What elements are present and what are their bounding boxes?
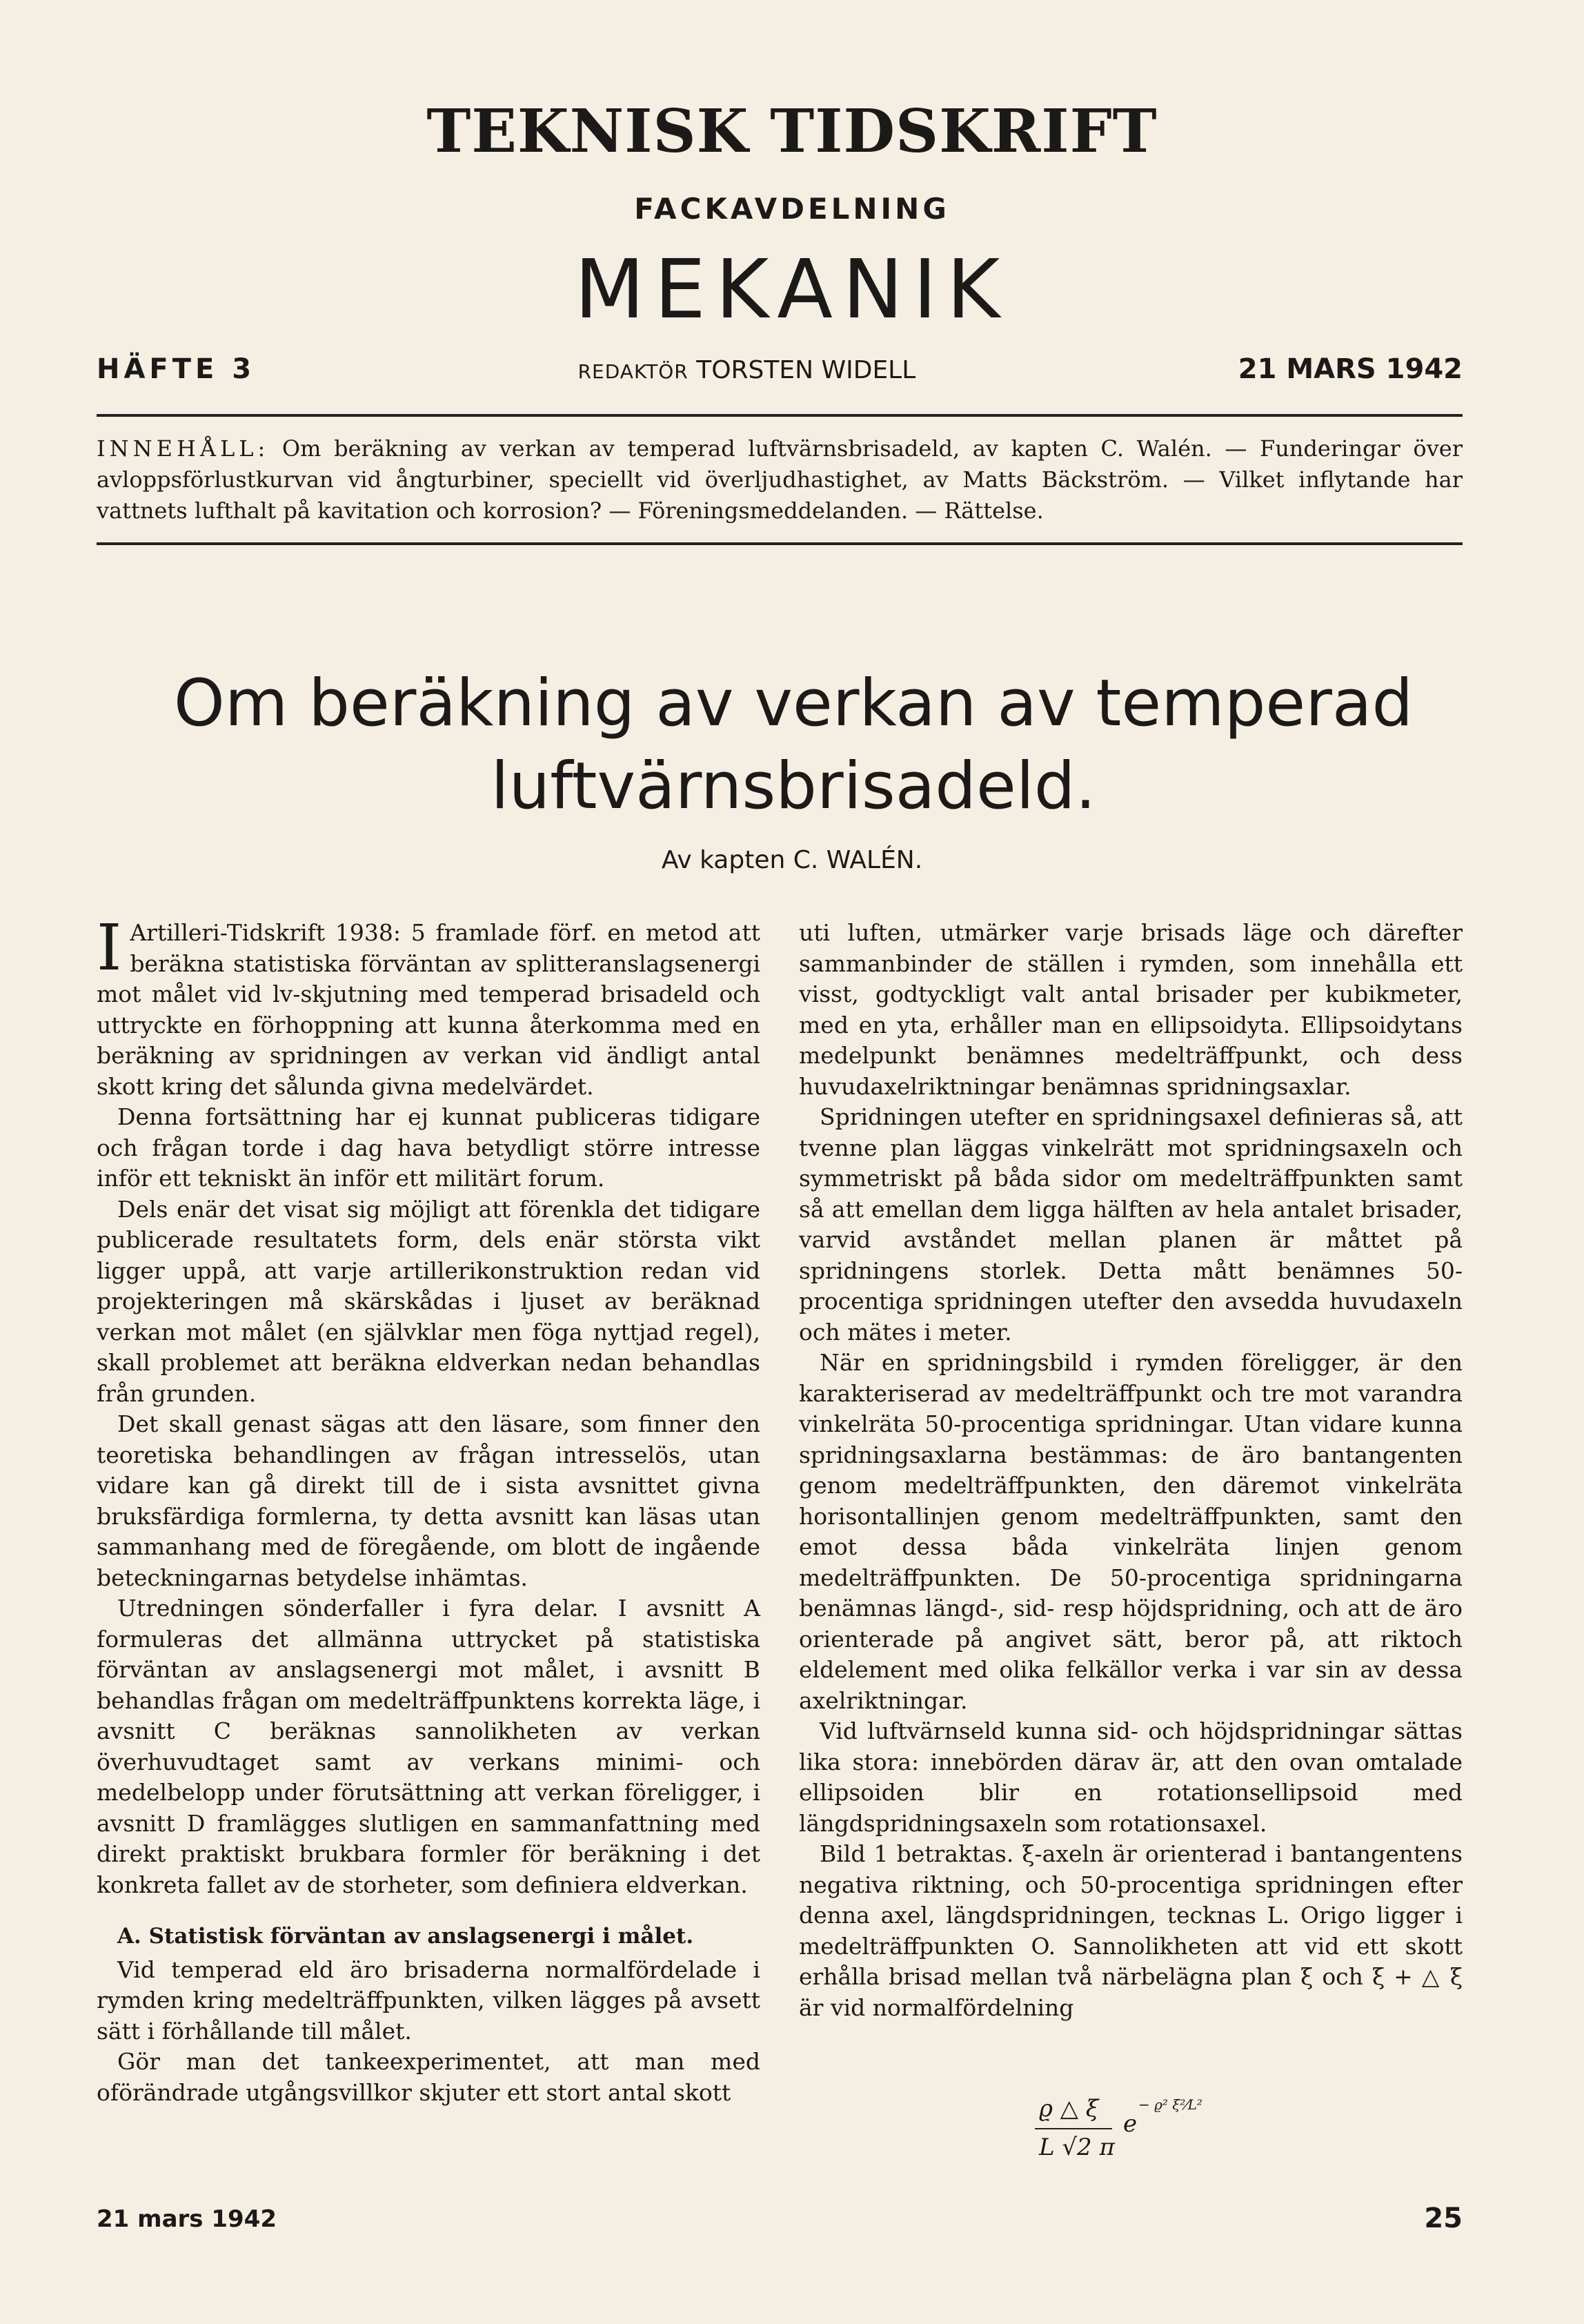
article-title: Om beräkning av verkan av temperad luftvärnsbrisadeld. — [173, 666, 1414, 824]
formula-exponential-base: e — [1123, 2110, 1138, 2138]
contents-label: INNEHÅLL: — [97, 435, 270, 462]
right-column — [799, 918, 1463, 2023]
paragraph — [97, 911, 760, 1102]
paragraph: Vid luftvärnseld kunna sid- och höjdspridningar sättas lika stora: innebörden därav är, att den ovan omtalade ellipsoiden blir en rotationsellipsoid med längdspridningsaxeln som rotationsaxel. — [799, 1717, 1463, 1837]
formula-exponent: − ϱ² ξ²⁄L² — [1138, 2096, 1202, 2113]
left-column — [97, 911, 760, 2108]
issue-row — [97, 353, 1463, 395]
page-number: 25 — [1424, 2203, 1463, 2234]
paragraph: Denna fortsättning har ej kunnat publiceras tidigare och frågan torde i dag hava betydligt större intresse inför ett tekniskt än inför ett militärt forum. — [97, 1103, 760, 1192]
footer-date: 21 mars 1942 — [97, 2205, 277, 2233]
formula-numerator: ϱ △ ξ — [1039, 2095, 1099, 2123]
contents-text: Om beräkning av verkan av temperad luftvärnsbrisadeld, av kapten C. Walén. — Funderingar över avloppsförlustkurvan vid ångturbiner, speciellt vid överljudhastighet, av Matts Bäckström. — Vilket inflytande har vattnets lufthalt på kavitation och korrosion? — Föreningsmeddelanden. — Rättelse. — [97, 435, 1463, 524]
fraction-bar — [1035, 2128, 1112, 2129]
paragraph: Gör man det tankeexperimentet, att man med oförändrade utgångsvillkor skjuter ett stort antal skott — [97, 2048, 760, 2106]
normal-distribution-formula — [1035, 2095, 1242, 2171]
paragraph: uti luften, utmärker varje brisads läge och därefter sammanbinder de ställen i rymden, som innehålla ett visst, godtyckligt valt antal brisader per kubikmeter, med en yta, erhåller man en ellipsoidyta. Ellipsoidytans medelpunkt benämnes medelträffpunkt, och dess huvudaxelriktningar benämnas spridningsaxlar. — [799, 919, 1463, 1100]
masthead: TEKNISK TIDSKRIFT — [426, 97, 1158, 166]
journal-title: MEKANIK — [574, 242, 1010, 337]
table-of-contents — [97, 433, 1463, 526]
paragraph: När en spridningsbild i rymden föreligger, är den karakteriserad av medelträffpunkt och tre mot varandra vinkelräta 50-procentiga spridningar. Utan vidare kunna spridningsaxlarna bestämmas: de äro bantangenten genom medelträffpunkten, den däremot vinkelräta horisontallinjen genom medelträffpunkten, samt den emot dessa båda vinkelräta linjen genom medelträffpunkten. De 50-procentiga spridningarna benämnas längd-, sid- resp höjdspridning, och att de äro orienterade på angivet sätt, beror på, att riktoch eldelement med olika felkällor verka i var sin av dessa axelriktningar. — [799, 1349, 1463, 1714]
editor-label: REDAKTÖR — [577, 360, 689, 383]
formula-denominator: L √2 π — [1039, 2134, 1115, 2161]
paragraph-text: Artilleri-Tidskrift 1938: 5 framlade förf. en metod att beräkna statistiska förväntan av splitteranslagsenergi mot målet vid lv-skjutning med temperad brisadeld och uttryckte en förhoppning att kunna återkomma med en beräkning av spridningen av verkan vid ändligt antal skott kring det sålunda givna medelvärdet. — [97, 919, 760, 1100]
issue-date: 21 MARS 1942 — [1238, 353, 1463, 385]
drop-cap: I — [97, 911, 122, 985]
editor — [578, 356, 916, 384]
issue-number: HÄFTE 3 — [97, 353, 256, 385]
section-heading: A. Statistisk förväntan av anslagsenergi i målet. — [117, 1924, 694, 1949]
section-label: FACKAVDELNING — [634, 192, 950, 226]
top-rule — [97, 414, 1463, 417]
byline: Av kapten C. WALÉN. — [661, 846, 923, 874]
paragraph: Utredningen sönderfaller i fyra delar. I avsnitt A formuleras det allmänna uttrycket på statistiska förväntan av anslagsenergi mot målet, i avsnitt B behandlas frågan om medelträffpunktens korrekta läge, i avsnitt C beräknas sannolikheten av verkan överhuvudtaget samt av verkans minimi- och medelbelopp under förutsättning att verkan föreligger, i avsnitt D framlägges slutligen en sammanfattning med direkt praktiskt brukbara formler för beräkning i det konkreta fallet av de storheter, som definiera eldverkan. — [97, 1595, 760, 1898]
paragraph: Vid temperad eld äro brisaderna normalfördelade i rymden kring medelträffpunkten, vilken lägges på avsett sätt i förhållande till målet. — [97, 1956, 760, 2045]
paragraph: Det skall genast sägas att den läsare, som finner den teoretiska behandlingen av frågan intresselös, utan vidare kan gå direkt till de i sista avsnittet givna bruksfärdiga formlerna, ty detta avsnitt kan läsas utan sammanhang med de föregående, om blott de ingående beteckningarnas betydelse inhämtas. — [97, 1410, 760, 1591]
bottom-rule — [97, 542, 1463, 545]
paragraph: Dels enär det visat sig möjligt att förenkla det tidigare publicerade resultatets form, dels enär största vikt ligger uppå, att varje artillerikonstruktion redan vid projekteringen må skärskådas i ljuset av beräknad verkan mot målet (en självklar men föga nyttjad regel), skall problemet att beräkna eldverkan nedan behandlas från grunden. — [97, 1195, 760, 1407]
paragraph: Spridningen utefter en spridningsaxel definieras så, att tvenne plan läggas vinkelrätt mot spridningsaxeln och symmetriskt på båda sidor om medelträffpunkten samt så att emellan dem ligga hälften av hela antalet brisader, varvid avståndet mellan planen är måttet på spridningens storlek. Detta mått benämnes 50-procentiga spridningen utefter den avsedda huvudaxeln och mätes i meter. — [799, 1103, 1463, 1346]
editor-name: TORSTEN WIDELL — [696, 356, 916, 384]
paragraph: Bild 1 betraktas. ξ-axeln är orienterad i bantangentens negativa riktning, och 50-procentiga spridningen efter denna axel, längdspridningen, tecknas L. Origo ligger i medelträffpunkten O. Sannolikheten att vid ett skott erhålla brisad mellan två närbelägna plan ξ och ξ + △ ξ är vid normalfördelning — [799, 1840, 1463, 2021]
